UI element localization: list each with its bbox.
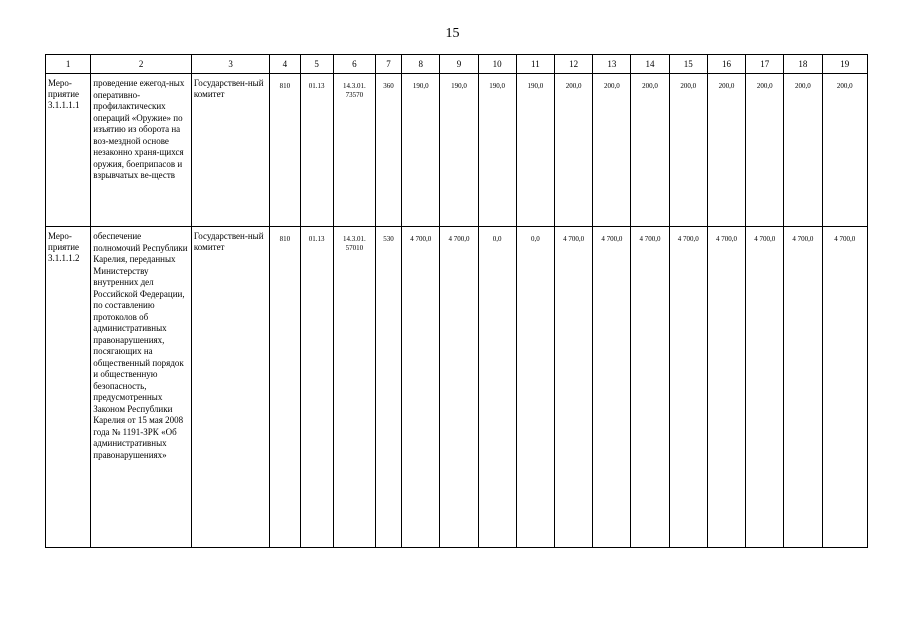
- value-cell: 200,0: [631, 74, 669, 227]
- target-article-code: 14.3.01. 57010: [333, 227, 375, 548]
- header-cell: 6: [333, 55, 375, 74]
- header-cell: 5: [300, 55, 333, 74]
- value-cell: 4 700,0: [707, 227, 745, 548]
- value-cell: 0,0: [516, 227, 554, 548]
- value-cell: 4 700,0: [669, 227, 707, 548]
- header-cell: 14: [631, 55, 669, 74]
- page-number: 15: [445, 26, 460, 41]
- header-cell: 7: [375, 55, 401, 74]
- measure-description: проведение ежегод-ных оперативно-профилактических операций «Оружие» по изъятию из оборота на воз-мездной основе незаконно храня-щихся оружия, боеприпасов и взрывчатых ве-ществ: [91, 74, 192, 227]
- measure-code: Меро-приятие 3.1.1.1.2: [46, 227, 91, 548]
- header-cell: 11: [516, 55, 554, 74]
- header-cell: 16: [707, 55, 745, 74]
- header-cell: 4: [270, 55, 300, 74]
- value-cell: 4 700,0: [554, 227, 592, 548]
- grbs-code: 810: [270, 74, 300, 227]
- value-cell: 4 700,0: [402, 227, 440, 548]
- header-cell: 19: [822, 55, 867, 74]
- value-cell: 190,0: [402, 74, 440, 227]
- table-row: [46, 74, 868, 227]
- header-row: [46, 55, 868, 74]
- value-cell: 4 700,0: [440, 227, 478, 548]
- value-cell: 200,0: [669, 74, 707, 227]
- measure-description: обеспечение полномочий Республики Карелия, переданных Министерству внутренних дел Российской Федерации, по составлению протоколов об административных правонарушениях, посягающих на общественный порядок и общественную безопасность, предусмотренных Законом Республики Карелия от 15 мая 2008 года № 1191-ЗРК «Об административных правонарушениях»: [91, 227, 192, 548]
- header-cell: 17: [746, 55, 784, 74]
- value-cell: 4 700,0: [746, 227, 784, 548]
- value-cell: 200,0: [784, 74, 822, 227]
- value-cell: 190,0: [516, 74, 554, 227]
- value-cell: 200,0: [746, 74, 784, 227]
- value-cell: 4 700,0: [593, 227, 631, 548]
- section-code: 01.13: [300, 227, 333, 548]
- header-cell: 12: [554, 55, 592, 74]
- value-cell: 4 700,0: [784, 227, 822, 548]
- value-cell: 200,0: [554, 74, 592, 227]
- header-cell: 18: [784, 55, 822, 74]
- responsible-executor: Государствен-ный комитет: [191, 227, 269, 548]
- expense-type-code: 530: [375, 227, 401, 548]
- value-cell: 0,0: [478, 227, 516, 548]
- value-cell: 190,0: [478, 74, 516, 227]
- table-row: [46, 227, 868, 548]
- value-cell: 190,0: [440, 74, 478, 227]
- measure-code: Меро-приятие 3.1.1.1.1: [46, 74, 91, 227]
- header-cell: 13: [593, 55, 631, 74]
- header-cell: 2: [91, 55, 192, 74]
- responsible-executor: Государствен-ный комитет: [191, 74, 269, 227]
- header-cell: 15: [669, 55, 707, 74]
- header-cell: 3: [191, 55, 269, 74]
- budget-table: [45, 54, 868, 548]
- section-code: 01.13: [300, 74, 333, 227]
- target-article-code: 14.3.01. 73570: [333, 74, 375, 227]
- value-cell: 200,0: [707, 74, 745, 227]
- grbs-code: 810: [270, 227, 300, 548]
- header-cell: 8: [402, 55, 440, 74]
- header-cell: 1: [46, 55, 91, 74]
- header-cell: 10: [478, 55, 516, 74]
- value-cell: 4 700,0: [631, 227, 669, 548]
- expense-type-code: 360: [375, 74, 401, 227]
- header-cell: 9: [440, 55, 478, 74]
- value-cell: 200,0: [593, 74, 631, 227]
- value-cell: 4 700,0: [822, 227, 867, 548]
- value-cell: 200,0: [822, 74, 867, 227]
